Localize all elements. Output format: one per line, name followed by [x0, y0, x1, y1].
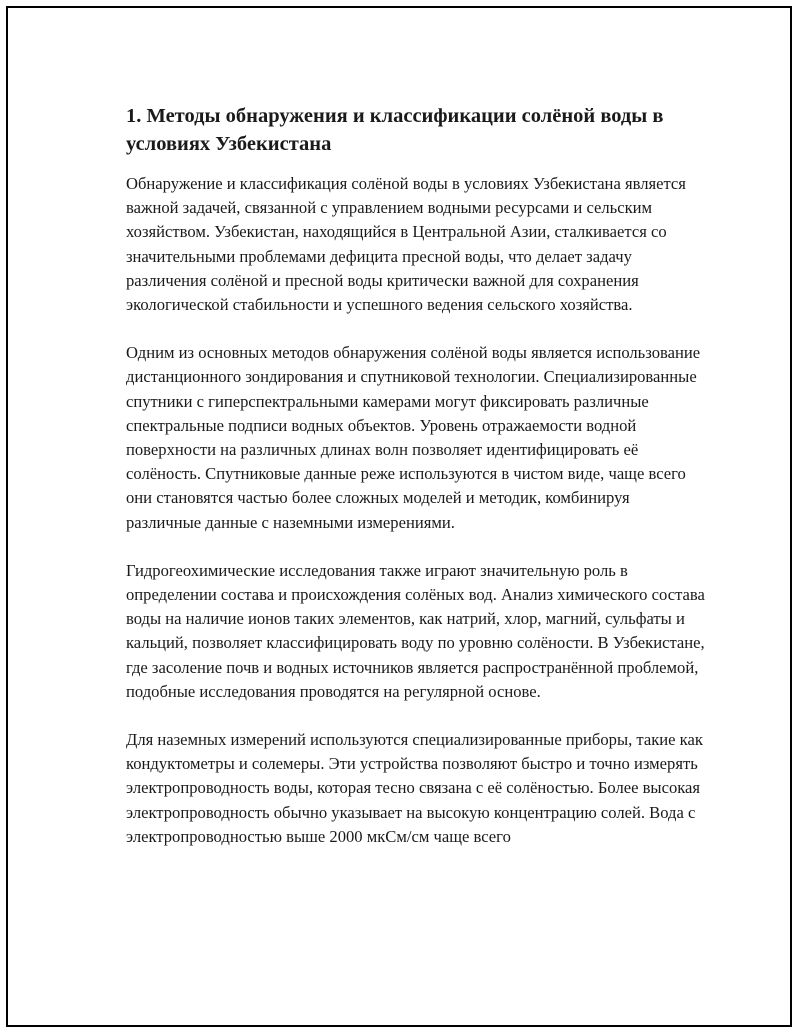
- document-title: 1. Методы обнаружения и классификации солёной воды в условиях Узбекистана: [126, 105, 664, 155]
- page-frame: [6, 6, 792, 1027]
- paragraph-hydrogeochemistry: Гидрогеохимические исследования также играют значительную роль в определении состава и происхождения солёных вод. Анализ химического состава воды на наличие ионов таких элементов, как натрий, хлор, магний, сульфаты и кальций, позволяет классифицировать воду по уровню солёности. В Узбекистане, где засоление почв и водных источников является распространённой проблемой, подобные исследования проводятся на регулярной основе.: [126, 560, 705, 701]
- paragraph-remote-sensing: Одним из основных методов обнаружения солёной воды является использование дистанционного зондирования и спутниковой технологии. Специализированные спутники с гиперспектральными камерами могут фиксировать различные спектральные подписи водных объектов. Уровень отражаемости водной поверхности на различных длинах волн позволяет идентифицировать её солёность. Спутниковые данные реже используются в чистом виде, чаще всего они становятся частью более сложных моделей и методик, комбинируя различные данные с наземными измерениями.: [126, 343, 701, 532]
- paragraph-intro: Обнаружение и классификация солёной воды в условиях Узбекистана является важной задачей, связанной с управлением водными ресурсами и сельским хозяйством. Узбекистан, находящийся в Центральной Азии, сталкивается со значительными проблемами дефицита пресной воды, что делает задачу различения солёной и пресной воды критически важной для сохранения экологической стабильности и успешного ведения сельского хозяйства.: [126, 174, 686, 315]
- paragraph-ground-measurements: Для наземных измерений используются специализированные приборы, такие как кондуктометры и солемеры. Эти устройства позволяют быстро и точно измерять электропроводность воды, которая тесно связана с её солёностью. Более высокая электропроводность обычно указывает на высокую концентрацию солей. Вода с электропроводностью выше 2000 мкСм/см чаще всего: [126, 730, 703, 846]
- document-body: [126, 102, 706, 873]
